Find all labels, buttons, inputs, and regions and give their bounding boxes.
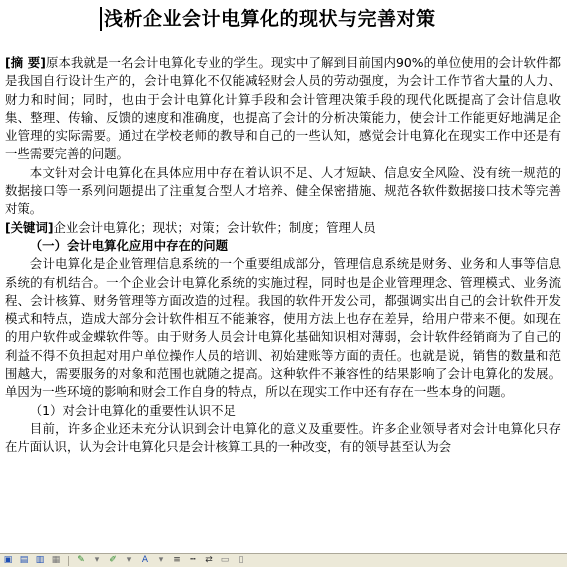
brush-icon[interactable]: ✎: [77, 555, 85, 565]
abstract-label: [摘 要]: [5, 55, 46, 70]
save-icon[interactable]: ▥: [35, 555, 45, 565]
keywords-paragraph: [5, 219, 561, 237]
keywords-text: 企业会计电算化；现状；对策；会计软件；制度；管理人员: [53, 219, 376, 235]
pen-icon[interactable]: ✐: [109, 555, 117, 565]
print-icon[interactable]: ▦: [51, 555, 61, 565]
font-color-icon[interactable]: A: [141, 555, 149, 565]
document-body[interactable]: [5, 54, 561, 457]
chevron-down-icon[interactable]: ▾: [158, 555, 164, 565]
toolbar-separator: [68, 556, 69, 566]
section-heading: （一）会计电算化应用中存在的问题: [29, 237, 229, 253]
3d-icon[interactable]: ▯: [238, 555, 244, 565]
subsection-paragraph-1: 目前，许多企业还未充分认识到会计电算化的意义及重要性。许多企业领导者对会计电算化只存在片面认识，认为会计电算化只是会计核算工具的一种改变，有的领导甚至认为会: [5, 420, 561, 455]
open-icon[interactable]: ▤: [19, 555, 29, 565]
dash-style-icon[interactable]: ┅: [190, 555, 196, 565]
drawing-toolbar: [0, 553, 567, 567]
document-icon[interactable]: ▣: [3, 555, 13, 565]
document-title: 浅析企业会计电算化的现状与完善对策: [104, 8, 436, 30]
abstract-paragraph-2: 本文针对会计电算化在具体应用中存在着认识不足、人才短缺、信息安全风险、没有统一规范的数据接口等一系列问题提出了注重复合型人才培养、健全保密措施、规范各软件数据接口技术等完善对策。: [5, 164, 561, 217]
abstract-paragraph-1: [5, 54, 561, 164]
chevron-down-icon[interactable]: ▾: [126, 555, 132, 565]
keywords-label: [关键词]: [5, 219, 54, 235]
text-cursor: [100, 7, 102, 31]
section-paragraph-1: 会计电算化是企业管理信息系统的一个重要组成部分，管理信息系统是财务、业务和人事等信息系统的有机结合。一个企业会计电算化系统的实施过程，同时也是企业管理理念、管理模式、业务流程、会计核算、财务管理等方面改造的过程。我国的软件开发公司，都强调实出自己的会计软件开发模式和特点，造成大部分会计软件相互不能兼容，使用方法上也存在差异，给用户带来不便。如现在的用户软件或金蝶软件等。由于财务人员会计电算化基础知识相对薄弱，会计软件经销商为了自己的利益不得不负担起对用户单位操作人员的培训、初始建账等方面的责任。也就是说，销售的数量和范围越大，需要服务的对象和范围也就随之提高。这种软件不兼容性的结果影响了会计电算化的发展。单因为一些环境的影响和财会工作自身的特点，所以在现实工作中还有存在一些本身的问题。: [5, 256, 561, 400]
line-style-icon[interactable]: ≡: [173, 555, 181, 565]
abstract-text-1: 原本我就是一名会计电算化专业的学生。现实中了解到目前国内90%的单位使用的会计软件都是我国自行设计生产的，会计电算化不仅能减轻财会人员的劳动强度，为会计工作节省大量的人力、财力和时间；同时，也由于会计电算化计算手段和会计管理决策手段的现代化既提高了会计信息收集、整理、传输、反馈的速度和准确度，也提高了会计的分析决策能力，使会计工作能更好地满足企业管理的实际需要。通过在学校老师的教导和自己的一些认知，感觉会计电算化在现实工作中还是有一些需要完善的问题。: [5, 55, 561, 162]
arrow-style-icon[interactable]: ⇄: [205, 555, 213, 565]
chevron-down-icon[interactable]: ▾: [94, 555, 100, 565]
shadow-icon[interactable]: ▭: [220, 555, 230, 565]
subsection-heading: （1）对会计电算化的重要性认识不足: [29, 402, 236, 418]
